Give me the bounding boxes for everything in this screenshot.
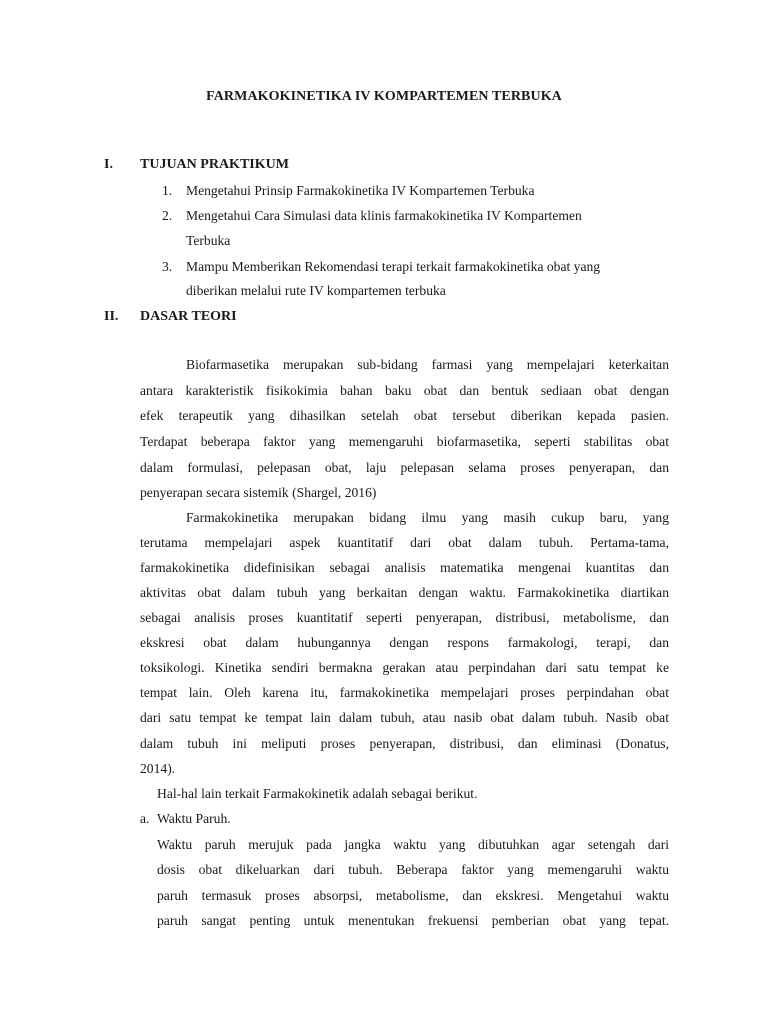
paragraph-2-line: tempat lain. Oleh karena itu, farmakokinetika mempelajari proses perpindahan obat [140,685,669,700]
paragraph-2-line: dalam tubuh ini meliputi proses penyerapan, distribusi, dan eliminasi (Donatus, [140,736,669,751]
section-1-heading: TUJUAN PRAKTIKUM [140,157,289,172]
paragraph-1-line: efek terapeutik yang dihasilkan setelah obat tersebut diberikan kepada pasien. [140,408,669,423]
objective-2-text-cont: Terbuka [186,233,231,248]
paragraph-1-line: Terdapat beberapa faktor yang memengaruhi biofarmasetika, seperti stabilitas obat [140,434,669,449]
paragraph-1-line: penyerapan secara sistemik (Shargel, 2016) [140,485,377,500]
paragraph-2-line: farmakokinetika didefinisikan sebagai analisis matematika mengenai kuantitas dan [140,560,669,575]
paragraph-2-line: toksikologi. Kinetika sendiri bermakna gerakan atau perpindahan dari satu tempat ke [140,660,669,675]
paragraph-1-line: Biofarmasetika merupakan sub-bidang farmasi yang mempelajari keterkaitan [186,357,669,372]
paragraph-2-line: terutama mempelajari aspek kuantitatif dari obat dalam tubuh. Pertama-tama, [140,535,669,550]
subsection-a-line: paruh termasuk proses absorpsi, metabolisme, dan ekskresi. Mengetahui waktu [157,888,669,903]
section-2-heading: DASAR TEORI [140,309,237,324]
subsection-a-line: dosis obat dikeluarkan dari tubuh. Beberapa faktor yang memengaruhi waktu [157,862,669,877]
subsection-a-line: paruh sangat penting untuk menentukan frekuensi pemberian obat yang tepat. [157,913,669,928]
paragraph-1-line: dalam formulasi, pelepasan obat, laju pelepasan selama proses penyerapan, dan [140,460,669,475]
objective-3-text-cont: diberikan melalui rute IV kompartemen terbuka [186,283,446,298]
paragraph-2-line: 2014). [140,761,176,776]
subsection-a-label: a. [140,811,150,826]
paragraph-2-line: aktivitas obat dalam tubuh yang berkaitan dengan waktu. Farmakokinetika diartikan [140,585,669,600]
objective-3-number: 3. [162,259,173,274]
objective-1-number: 1. [162,183,173,198]
paragraph-2-line: dari satu tempat ke tempat lain dalam tubuh, atau nasib obat dalam tubuh. Nasib obat [140,710,669,725]
document-title: FARMAKOKINETIKA IV KOMPARTEMEN TERBUKA [206,89,562,104]
objective-2-number: 2. [162,208,173,223]
section-2-number: II. [104,309,119,324]
paragraph-2-line: sebagai analisis proses kuantitatif seperti penyerapan, distribusi, metabolisme, dan [140,610,669,625]
paragraph-3: Hal-hal lain terkait Farmakokinetik adalah sebagai berikut. [157,786,478,801]
paragraph-2-line: Farmakokinetika merupakan bidang ilmu yang masih cukup baru, yang [186,510,669,525]
paragraph-2-line: ekskresi obat dalam hubungannya dengan respons farmakologi, terapi, dan [140,635,669,650]
subsection-a-heading: Waktu Paruh. [157,811,231,826]
objective-1-text: Mengetahui Prinsip Farmakokinetika IV Kompartemen Terbuka [186,183,535,198]
section-1-number: I. [104,157,113,172]
paragraph-1-line: antara karakteristik fisikokimia bahan baku obat dan bentuk sediaan obat dengan [140,383,669,398]
objective-2-text: Mengetahui Cara Simulasi data klinis farmakokinetika IV Kompartemen [186,208,582,223]
subsection-a-line: Waktu paruh merujuk pada jangka waktu yang dibutuhkan agar setengah dari [157,837,669,852]
objective-3-text: Mampu Memberikan Rekomendasi terapi terkait farmakokinetika obat yang [186,259,601,274]
